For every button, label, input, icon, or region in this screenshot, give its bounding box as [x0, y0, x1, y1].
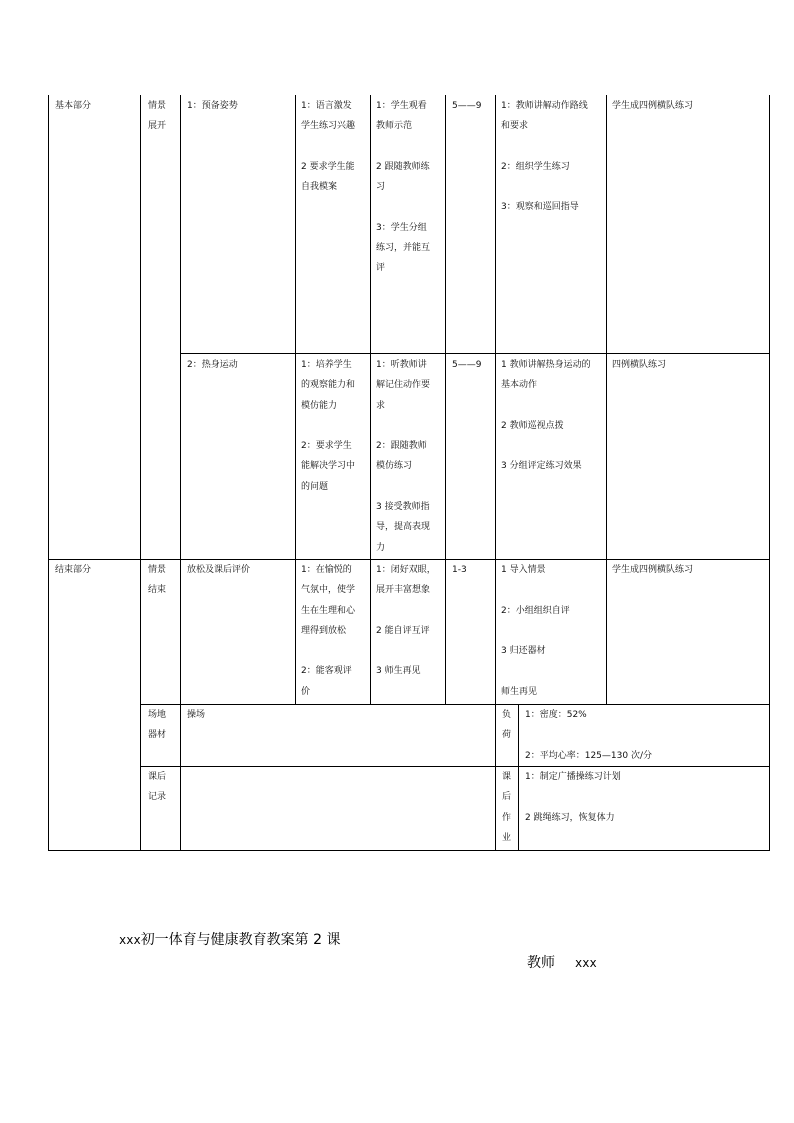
student-line: 2 跟随教师练	[376, 161, 430, 172]
goal-line: 1：语言激发	[301, 101, 352, 111]
goal-line: 1：在愉悦的	[301, 565, 352, 575]
phase-line: 情景	[148, 101, 167, 111]
content-line: 放松及课后评价	[187, 565, 251, 575]
phase-end	[148, 560, 166, 601]
student-line: 练习，并能互	[376, 243, 431, 254]
phase-line: 情景	[148, 565, 167, 575]
title-text: 初一体育与健康教育教案第 2 课	[140, 932, 341, 948]
student-line: 模仿练习	[376, 461, 413, 472]
homework-label-line: 作	[502, 812, 512, 823]
student-line: 习	[376, 182, 386, 193]
row2-times	[452, 355, 481, 375]
times-value: 5——9	[452, 101, 482, 111]
load-label-line: 负	[502, 710, 512, 720]
homework-value	[525, 767, 621, 828]
end-goal	[301, 560, 355, 702]
goal-line	[301, 641, 355, 661]
row2-formation	[612, 355, 666, 375]
student-line	[376, 477, 430, 497]
end-formation	[612, 560, 693, 580]
end-student	[376, 560, 436, 682]
row2-goal	[301, 355, 355, 497]
venue-label-line: 场地	[148, 710, 167, 720]
content-line: 2：热身运动	[187, 360, 238, 370]
part-label: 基本部分	[55, 101, 92, 111]
student-line	[376, 197, 430, 217]
student-line	[376, 641, 436, 661]
goal-line: 模仿能力	[301, 400, 338, 411]
row2-content	[187, 355, 238, 375]
student-line: 3：学生分组	[376, 222, 427, 233]
goal-line: 2：能客观评	[301, 666, 352, 677]
phase-basic	[148, 96, 166, 137]
formation-line: 学生成四例横队练习	[612, 101, 694, 111]
load-value-line: 2：平均心率：125—130 次/分	[525, 750, 652, 761]
teacher-line: 1 导入情景	[501, 565, 546, 575]
end-times	[452, 560, 467, 580]
row1-content	[187, 96, 238, 116]
teacher-line: 师生再见	[501, 686, 538, 697]
teacher-line: 3 归还器材	[501, 646, 546, 657]
homework-label-line: 课	[502, 772, 512, 782]
teacher-line: 2 教师巡视点拨	[501, 420, 564, 431]
goal-line: 价	[301, 686, 311, 697]
student-line: 力	[376, 542, 386, 553]
row1-goal	[301, 96, 355, 197]
teacher-line	[501, 436, 591, 456]
end-content	[187, 560, 250, 580]
teacher-line	[501, 580, 570, 600]
student-line: 3 接受教师指	[376, 502, 430, 513]
student-line	[376, 416, 430, 436]
student-line: 导，提高表现	[376, 522, 431, 533]
load-value-line: 1：密度：52%	[525, 710, 587, 720]
load-label-line: 荷	[502, 730, 512, 741]
student-line	[376, 601, 436, 621]
row2-teacher	[501, 355, 591, 477]
homework-value-line: 2 跳绳练习，恢复体力	[525, 812, 615, 823]
row1-times	[452, 96, 481, 116]
teacher-line: 和要求	[501, 121, 529, 132]
row1-formation	[612, 96, 693, 116]
student-line: 2：跟随教师	[376, 441, 427, 452]
teacher-line: 基本动作	[501, 380, 538, 391]
venue-value	[187, 705, 205, 725]
homework-label	[502, 767, 511, 848]
student-line: 2 能自评互评	[376, 625, 430, 636]
part-label: 结束部分	[55, 565, 92, 575]
teacher-line: 2：小组组织自评	[501, 605, 570, 616]
notes-label-line: 课后	[148, 772, 167, 782]
student-line: 展开丰富想象	[376, 585, 431, 596]
homework-value-line: 1：制定广播操练习计划	[525, 772, 621, 782]
formation-line: 四例横队练习	[612, 360, 667, 370]
goal-line	[301, 137, 355, 157]
goal-line: 气氛中，使学	[301, 585, 356, 596]
student-line	[376, 137, 430, 157]
teacher-line	[501, 177, 588, 197]
part-end	[55, 560, 91, 580]
goal-line: 学生练习兴趣	[301, 121, 356, 132]
venue-label-line: 器材	[148, 730, 167, 741]
goal-line: 理得到放松	[301, 625, 347, 636]
formation-line: 学生成四例横队练习	[612, 565, 694, 575]
student-line: 1：学生观看	[376, 101, 427, 111]
goal-line: 1：培养学生	[301, 360, 352, 370]
homework-label-line: 业	[502, 832, 512, 843]
teacher-line: 2：组织学生练习	[501, 161, 570, 172]
notes-label-line: 记录	[148, 792, 167, 803]
student-line: 求	[376, 400, 386, 411]
content-line: 1：预备姿势	[187, 101, 238, 111]
goal-line	[301, 416, 355, 436]
teacher-name: xxx	[575, 956, 597, 970]
teacher-label: 教师	[527, 955, 555, 971]
load-label	[502, 705, 511, 746]
teacher-signature	[527, 952, 597, 972]
student-line: 1：闭好双眼，	[376, 565, 436, 575]
student-line: 教师示范	[376, 121, 413, 132]
student-line: 解记住动作要	[376, 380, 431, 391]
phase-line: 结束	[148, 585, 167, 596]
row2-student	[376, 355, 430, 558]
teacher-line	[501, 661, 570, 681]
load-value	[525, 705, 652, 766]
part-basic	[55, 96, 91, 116]
student-line: 评	[376, 263, 386, 274]
phase-line: 展开	[148, 121, 167, 132]
teacher-line	[501, 396, 591, 416]
teacher-line: 1：教师讲解动作路线	[501, 101, 588, 111]
goal-line: 的观察能力和	[301, 380, 356, 391]
lesson-title	[119, 929, 341, 949]
venue-label	[148, 705, 166, 746]
student-line: 1：听教师讲	[376, 360, 427, 370]
goal-line: 的问题	[301, 481, 329, 492]
goal-line: 生在生理和心	[301, 605, 356, 616]
goal-line: 自我模案	[301, 182, 338, 193]
times-value: 5——9	[452, 360, 482, 370]
goal-line: 2：要求学生	[301, 441, 352, 452]
row1-student	[376, 96, 430, 279]
times-value: 1-3	[452, 565, 467, 575]
teacher-line: 3：观察和巡回指导	[501, 202, 579, 213]
homework-label-line: 后	[502, 792, 512, 803]
venue-value-line: 操场	[187, 710, 206, 720]
notes-label	[148, 767, 166, 808]
goal-line: 能解决学习中	[301, 461, 356, 472]
title-prefix: xxx	[119, 933, 141, 947]
student-line: 3 师生再见	[376, 666, 421, 677]
teacher-line	[501, 621, 570, 641]
load-value-line	[525, 725, 652, 745]
goal-line: 2 要求学生能	[301, 161, 355, 172]
homework-value-line	[525, 787, 621, 807]
teacher-line: 1 教师讲解热身运动的	[501, 360, 591, 370]
teacher-line	[501, 137, 588, 157]
end-teacher	[501, 560, 570, 702]
teacher-line: 3 分组评定练习效果	[501, 461, 582, 472]
row1-teacher	[501, 96, 588, 218]
